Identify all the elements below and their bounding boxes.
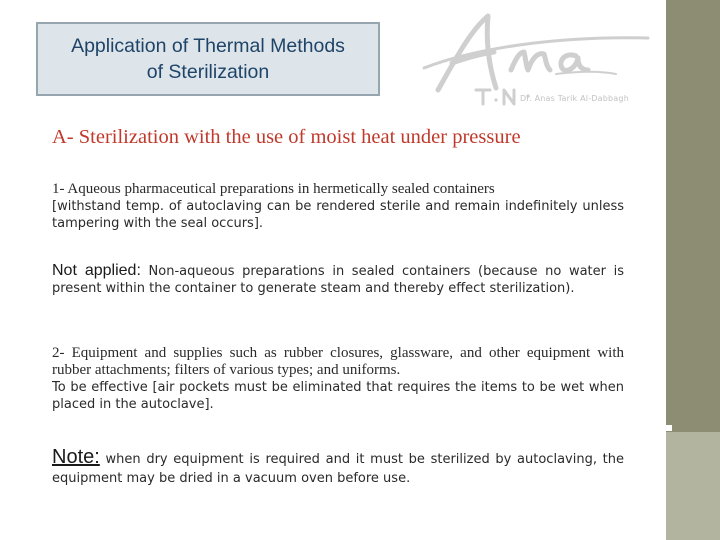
logo-letter-a-large — [438, 16, 496, 90]
item-2-detail: To be effective [air pockets must be eliminated that requires the items to be wet when placed in the autoclave]. — [52, 380, 624, 412]
note-paragraph — [52, 448, 624, 488]
not-applied-text: Non-aqueous preparations in sealed containers (because no water is present within the container to generate steam and thereby effect sterilization). — [52, 264, 624, 296]
item-2-line: 2- Equipment and supplies such as rubber closures, glassware, and other equipment with rubber attachments; filters of various types; and uniforms. — [52, 345, 624, 378]
title-box — [36, 22, 380, 96]
section-heading: A- Sterilization with the use of moist heat under pressure — [52, 126, 521, 148]
right-decorative-bar — [666, 0, 720, 540]
note-text: when dry equipment is required and it must be sterilized by autoclaving, the equipment may be dried in a vacuum oven before use. — [52, 452, 624, 486]
slide-title: Application of Thermal Methods of Sterilization — [71, 35, 345, 83]
logo-letters-tn — [476, 90, 514, 104]
item-1-line: 1- Aqueous pharmaceutical preparations in hermetically sealed containers — [52, 181, 495, 197]
item-1-detail: [withstand temp. of autoclaving can be rendered sterile and remain indefinitely unless tampering with the seal occurs]. — [52, 199, 624, 231]
note-label: Note: — [52, 446, 100, 468]
logo-caption: Dr. Anas Tarik Al-Dabbagh — [520, 94, 629, 103]
logo-letter-a-small — [561, 55, 588, 70]
item-2-paragraph — [52, 345, 624, 413]
bar-light-band — [666, 432, 720, 540]
item-1-paragraph — [52, 181, 624, 232]
not-applied-label: Not applied: — [52, 262, 141, 279]
not-applied-paragraph — [52, 262, 624, 297]
signature-logo — [416, 8, 656, 108]
bar-notch — [666, 425, 672, 431]
logo-letter-n — [511, 52, 550, 70]
